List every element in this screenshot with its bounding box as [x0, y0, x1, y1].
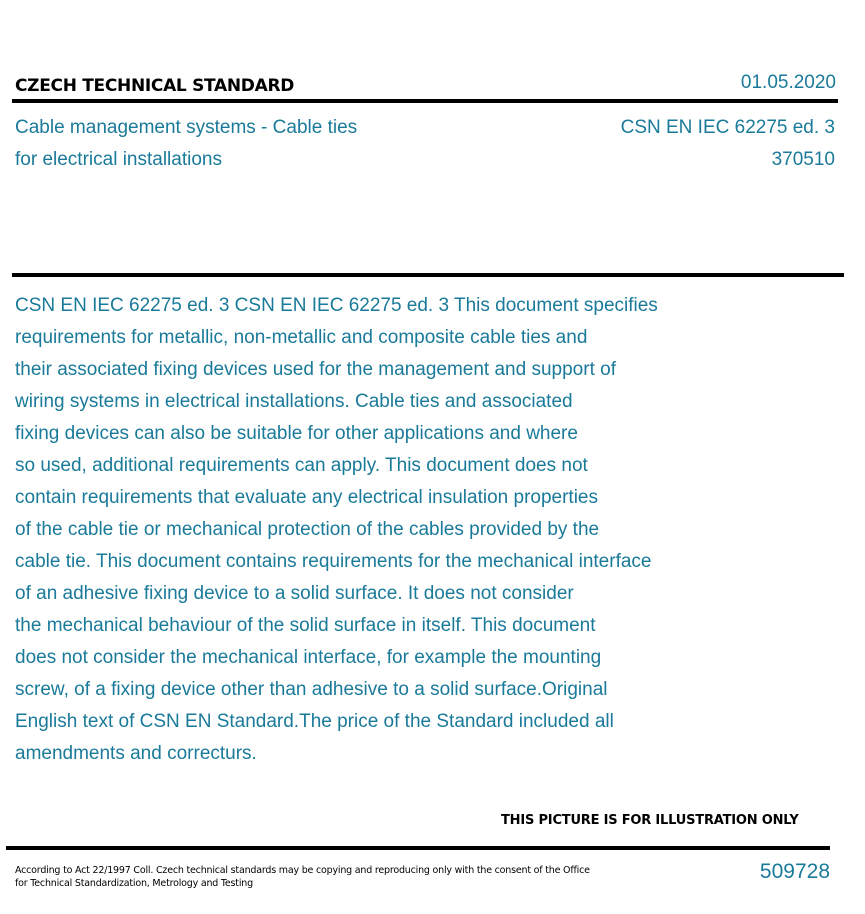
classification-number: 370510 [771, 149, 835, 170]
illustration-notice: THIS PICTURE IS FOR ILLUSTRATION ONLY [501, 813, 799, 828]
legal-notice [15, 864, 590, 890]
abstract-line: their associated fixing devices used for the management and support of [15, 359, 616, 380]
legal-notice-line-1: According to Act 22/1997 Coll. Czech technical standards may be copying and reproducing only with the consent of the Office [15, 865, 590, 876]
standard-code: CSN EN IEC 62275 ed. 3 [620, 117, 835, 138]
abstract-line: contain requirements that evaluate any electrical insulation properties [15, 487, 598, 508]
abstract-line: cable tie. This document contains requirements for the mechanical interface [15, 551, 652, 572]
abstract-line: requirements for metallic, non-metallic and composite cable ties and [15, 327, 588, 348]
standard-title-line-1: Cable management systems - Cable ties [15, 117, 358, 138]
document-type-heading: CZECH TECHNICAL STANDARD [15, 76, 295, 96]
abstract-line: fixing devices can also be suitable for other applications and where [15, 423, 578, 444]
abstract-line: of the cable tie or mechanical protection of the cables provided by the [15, 519, 600, 540]
catalog-number: 509728 [759, 860, 830, 883]
abstract-line: screw, of a fixing device other than adhesive to a solid surface.Original [15, 679, 608, 700]
abstract-line: amendments and correcturs. [15, 743, 257, 764]
abstract-line: of an adhesive fixing device to a solid surface. It does not consider [15, 583, 574, 604]
section-rule [12, 273, 844, 277]
abstract-line: English text of CSN EN Standard.The price of the Standard included all [15, 711, 614, 732]
footer-rule [6, 846, 830, 850]
abstract-line: CSN EN IEC 62275 ed. 3 CSN EN IEC 62275 ed. 3 This document specifies [15, 295, 658, 316]
abstract-line: the mechanical behaviour of the solid surface in itself. This document [15, 615, 596, 636]
publication-date: 01.05.2020 [740, 72, 836, 93]
header-rule [12, 99, 838, 103]
abstract-text [15, 290, 795, 770]
legal-notice-line-2: for Technical Standardization, Metrology and Testing [15, 878, 253, 889]
abstract-line: does not consider the mechanical interface, for example the mounting [15, 647, 602, 668]
abstract-line: so used, additional requirements can apply. This document does not [15, 455, 588, 476]
standard-title-line-2: for electrical installations [15, 149, 222, 170]
abstract-line: wiring systems in electrical installations. Cable ties and associated [15, 391, 573, 412]
